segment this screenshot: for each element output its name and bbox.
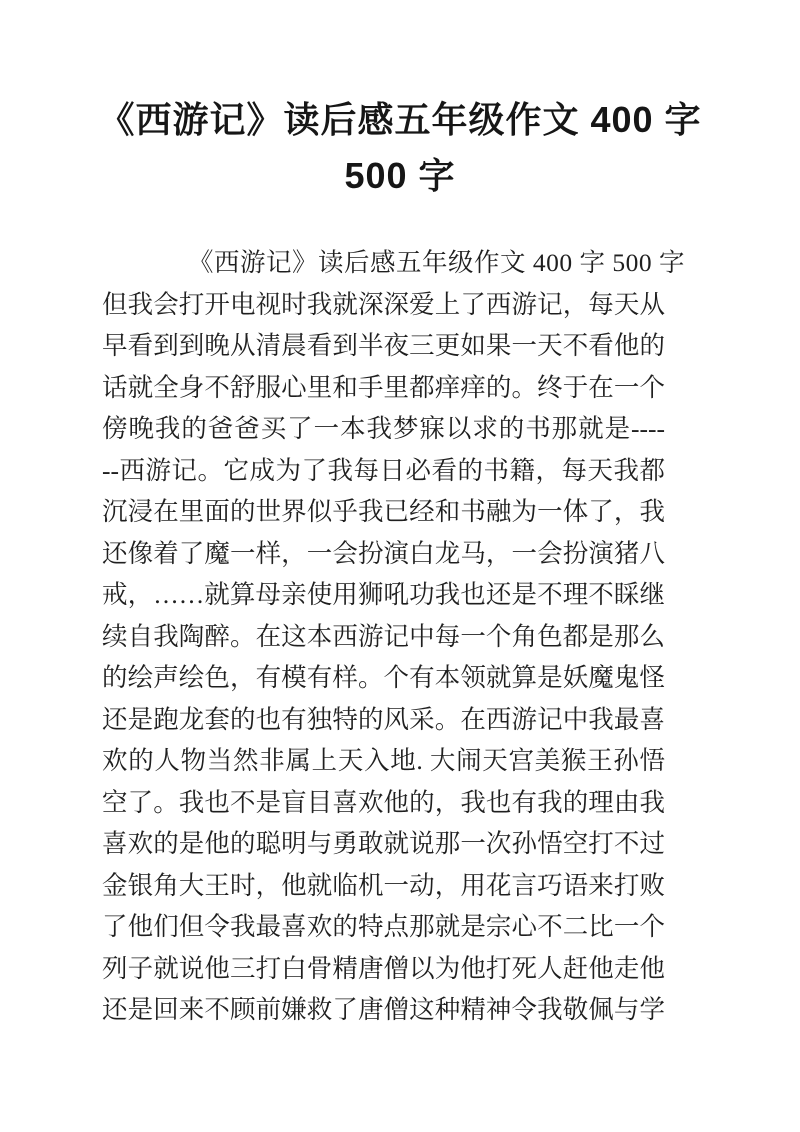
text-line: 金银角大王时，他就临机一动，用花言巧语来打败 (102, 870, 665, 900)
title-line-1: 《西游记》读后感五年级作文 400 字 (98, 99, 702, 140)
text-line: 《西游记》读后感五年级作文 400 字 500 字 (188, 248, 686, 277)
text-line: 列子就说他三打白骨精唐僧以为他打死人赶他走他 (102, 953, 665, 983)
text-line: 傍晚我的爸爸买了一本我梦寐以求的书那就是---- (102, 414, 665, 443)
document-body (102, 242, 686, 1031)
text-line: 还像着了魔一样，一会扮演白龙马，一会扮演猪八 (102, 538, 665, 568)
text-line: 空了。我也不是盲目喜欢他的，我也有我的理由我 (102, 787, 665, 817)
text-line: 还是回来不顾前嫌救了唐僧这种精神令我敬佩与学 (102, 995, 665, 1024)
text-line: --西游记。它成为了我每日必看的书籍，每天我都 (102, 455, 665, 485)
text-line: 的绘声绘色，有模有样。个有本领就算是妖魔鬼怪 (102, 663, 665, 692)
text-line: 话就全身不舒服心里和手里都痒痒的。终于在一个 (102, 372, 665, 402)
text-line: 欢的人物当然非属上天入地. 大闹天宫美猴王孙悟 (102, 746, 665, 775)
text-line: 早看到到晚从清晨看到半夜三更如果一天不看他的 (102, 331, 665, 360)
text-line: 戒，……就算母亲使用狮吼功我也还是不理不睬继 (102, 580, 665, 609)
text-line: 续自我陶醉。在这本西游记中每一个角色都是那么 (102, 621, 665, 651)
title-line-2: 500 字 (344, 155, 456, 196)
text-line: 沉浸在里面的世界似乎我已经和书融为一体了，我 (102, 497, 665, 526)
text-line: 了他们但令我最喜欢的特点那就是宗心不二比一个 (102, 912, 665, 941)
text-line: 还是跑龙套的也有独特的风采。在西游记中我最喜 (102, 704, 665, 734)
text-line: 喜欢的是他的聪明与勇敢就说那一次孙悟空打不过 (102, 829, 665, 858)
document-title (0, 92, 800, 204)
text-line: 但我会打开电视时我就深深爱上了西游记，每天从 (102, 289, 665, 319)
